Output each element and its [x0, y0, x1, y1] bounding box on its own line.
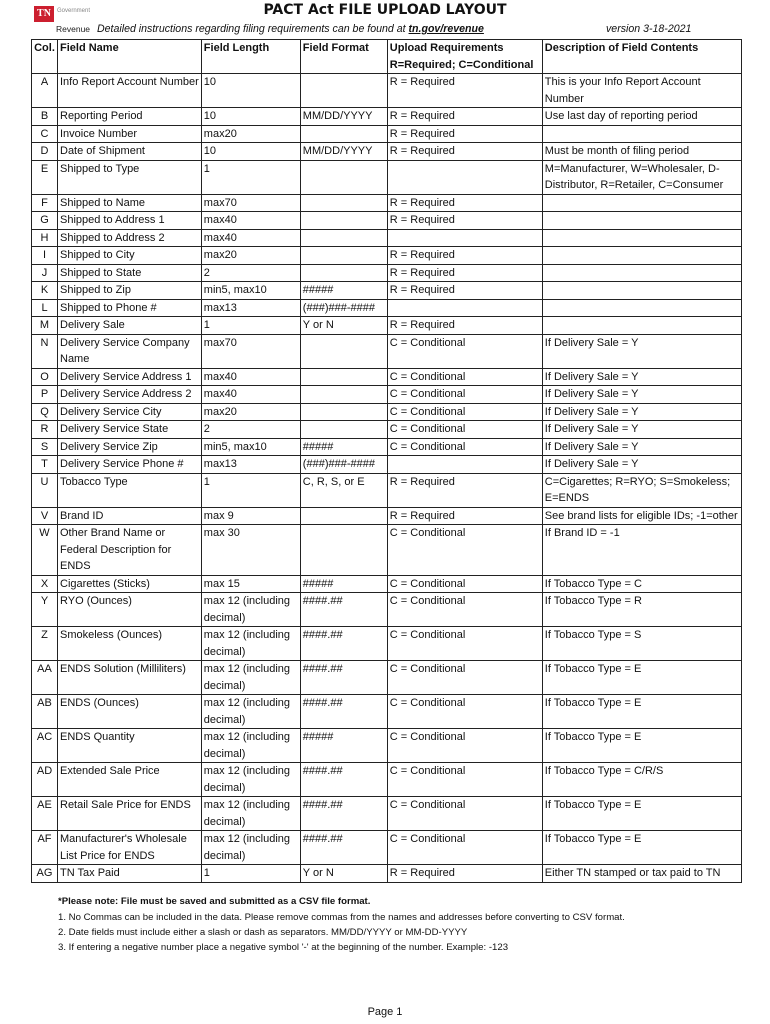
table-row — [32, 368, 742, 386]
cell-field-length: max 12 (including decimal) — [201, 661, 300, 695]
cell-upload-requirement: C = Conditional — [387, 386, 542, 404]
cell-col: M — [32, 317, 58, 335]
cell-description: Either TN stamped or tax paid to TN — [542, 865, 741, 883]
cell-upload-requirement: R = Required — [387, 865, 542, 883]
cell-field-name: Date of Shipment — [58, 143, 202, 161]
cell-field-length: 10 — [201, 143, 300, 161]
notes-section — [58, 896, 748, 957]
cell-upload-requirement: R = Required — [387, 264, 542, 282]
revenue-link[interactable]: tn.gov/revenue — [408, 23, 484, 35]
cell-upload-requirement — [387, 299, 542, 317]
cell-field-name: RYO (Ounces) — [58, 593, 202, 627]
table-row — [32, 108, 742, 126]
csv-format-note: *Please note: File must be saved and submitted as a CSV file format. — [58, 896, 371, 907]
header-col: Col. — [32, 40, 58, 74]
cell-field-name: Brand ID — [58, 507, 202, 525]
cell-upload-requirement: C = Conditional — [387, 831, 542, 865]
cell-field-format — [300, 264, 387, 282]
cell-description: If Tobacco Type = E — [542, 797, 741, 831]
cell-field-length: max13 — [201, 299, 300, 317]
cell-field-name: ENDS Solution (Milliliters) — [58, 661, 202, 695]
cell-col: E — [32, 160, 58, 194]
cell-field-name: Shipped to Name — [58, 194, 202, 212]
cell-field-name: Delivery Service Zip — [58, 438, 202, 456]
logo-government-text: Government — [57, 8, 91, 14]
cell-upload-requirement: C = Conditional — [387, 763, 542, 797]
cell-field-format: ##### — [300, 729, 387, 763]
cell-upload-requirement: C = Conditional — [387, 438, 542, 456]
header-upload-req-line1: Upload Requirements — [389, 42, 504, 54]
cell-description: If Delivery Sale = Y — [542, 386, 741, 404]
cell-upload-requirement — [387, 229, 542, 247]
table-row — [32, 247, 742, 265]
cell-description: If Tobacco Type = E — [542, 729, 741, 763]
cell-field-name: Shipped to Address 2 — [58, 229, 202, 247]
cell-field-format — [300, 194, 387, 212]
header-field-name: Field Name — [58, 40, 202, 74]
cell-col: L — [32, 299, 58, 317]
cell-description — [542, 282, 741, 300]
cell-field-name: Delivery Sale — [58, 317, 202, 335]
cell-field-format — [300, 247, 387, 265]
cell-field-length: max 12 (including decimal) — [201, 593, 300, 627]
cell-upload-requirement: C = Conditional — [387, 575, 542, 593]
cell-description: If Delivery Sale = Y — [542, 403, 741, 421]
cell-field-length: max 15 — [201, 575, 300, 593]
cell-col: N — [32, 334, 58, 368]
subtitle-text: Detailed instructions regarding filing requirements can be found at — [97, 23, 409, 35]
cell-col: K — [32, 282, 58, 300]
cell-description: M=Manufacturer, W=Wholesaler, D-Distributor, R=Retailer, C=Consumer — [542, 160, 741, 194]
cell-field-name: Reporting Period — [58, 108, 202, 126]
table-row — [32, 403, 742, 421]
table-row — [32, 575, 742, 593]
cell-field-name: Tobacco Type — [58, 473, 202, 507]
cell-upload-requirement: C = Conditional — [387, 627, 542, 661]
table-header-row — [32, 40, 742, 74]
cell-col: R — [32, 421, 58, 439]
cell-upload-requirement: C = Conditional — [387, 661, 542, 695]
cell-field-length: max20 — [201, 247, 300, 265]
cell-upload-requirement: R = Required — [387, 194, 542, 212]
cell-field-name: Delivery Service State — [58, 421, 202, 439]
cell-field-length: max 12 (including decimal) — [201, 763, 300, 797]
cell-upload-requirement: R = Required — [387, 74, 542, 108]
cell-field-name: TN Tax Paid — [58, 865, 202, 883]
cell-col: W — [32, 525, 58, 576]
logo-department-text: Revenue — [56, 24, 91, 34]
cell-description: This is your Info Report Account Number — [542, 74, 741, 108]
page-number: Page 1 — [367, 1006, 403, 1018]
cell-upload-requirement: R = Required — [387, 125, 542, 143]
cell-upload-requirement: R = Required — [387, 507, 542, 525]
cell-field-length: min5, max10 — [201, 282, 300, 300]
table-row — [32, 229, 742, 247]
subtitle — [97, 23, 484, 35]
cell-upload-requirement — [387, 160, 542, 194]
table-row — [32, 729, 742, 763]
table-row — [32, 194, 742, 212]
cell-col: AC — [32, 729, 58, 763]
cell-field-length: 1 — [201, 865, 300, 883]
cell-description: If Delivery Sale = Y — [542, 421, 741, 439]
cell-field-format: ##### — [300, 438, 387, 456]
cell-col: Y — [32, 593, 58, 627]
cell-upload-requirement: C = Conditional — [387, 593, 542, 627]
cell-description — [542, 229, 741, 247]
table-row — [32, 831, 742, 865]
cell-upload-requirement: R = Required — [387, 212, 542, 230]
cell-col: V — [32, 507, 58, 525]
cell-col: J — [32, 264, 58, 282]
cell-field-length: max20 — [201, 403, 300, 421]
cell-upload-requirement: C = Conditional — [387, 729, 542, 763]
cell-description: If Tobacco Type = E — [542, 661, 741, 695]
page-title: PACT Act FILE UPLOAD LAYOUT — [263, 2, 507, 18]
cell-field-name: Shipped to Phone # — [58, 299, 202, 317]
cell-field-length: max 12 (including decimal) — [201, 797, 300, 831]
cell-col: A — [32, 74, 58, 108]
cell-col: Q — [32, 403, 58, 421]
cell-field-length: max40 — [201, 386, 300, 404]
cell-field-format: Y or N — [300, 317, 387, 335]
cell-description: If Tobacco Type = E — [542, 831, 741, 865]
cell-upload-requirement: C = Conditional — [387, 368, 542, 386]
cell-field-length: max 12 (including decimal) — [201, 695, 300, 729]
cell-description: If Delivery Sale = Y — [542, 368, 741, 386]
cell-field-name: Shipped to State — [58, 264, 202, 282]
cell-field-name: Retail Sale Price for ENDS — [58, 797, 202, 831]
cell-col: S — [32, 438, 58, 456]
cell-col: I — [32, 247, 58, 265]
cell-field-length: max40 — [201, 368, 300, 386]
cell-upload-requirement: C = Conditional — [387, 525, 542, 576]
cell-field-format — [300, 229, 387, 247]
cell-upload-requirement: R = Required — [387, 143, 542, 161]
cell-description: C=Cigarettes; R=RYO; S=Smokeless; E=ENDS — [542, 473, 741, 507]
table-row — [32, 525, 742, 576]
note-item-2: 2. Date fields must include either a slash or dash as separators. MM/DD/YYYY or MM-DD-YYYY — [58, 927, 468, 938]
table-row — [32, 797, 742, 831]
header-field-format: Field Format — [300, 40, 387, 74]
cell-field-format: ##### — [300, 575, 387, 593]
cell-col: AA — [32, 661, 58, 695]
table-row — [32, 421, 742, 439]
cell-field-format — [300, 386, 387, 404]
cell-field-format: ####.## — [300, 627, 387, 661]
header-description: Description of Field Contents — [542, 40, 741, 74]
cell-description — [542, 194, 741, 212]
cell-field-length: max70 — [201, 334, 300, 368]
cell-field-length: max13 — [201, 456, 300, 474]
cell-field-format: MM/DD/YYYY — [300, 143, 387, 161]
cell-description: See brand lists for eligible IDs; -1=other — [542, 507, 741, 525]
cell-col: T — [32, 456, 58, 474]
cell-description: If Tobacco Type = E — [542, 695, 741, 729]
cell-description: If Brand ID = -1 — [542, 525, 741, 576]
cell-field-name: Delivery Service Address 1 — [58, 368, 202, 386]
cell-upload-requirement: R = Required — [387, 247, 542, 265]
table-row — [32, 282, 742, 300]
cell-field-name: ENDS Quantity — [58, 729, 202, 763]
table-row — [32, 334, 742, 368]
cell-field-format: ####.## — [300, 661, 387, 695]
table-row — [32, 507, 742, 525]
cell-field-length: max40 — [201, 212, 300, 230]
table-row — [32, 212, 742, 230]
cell-field-name: Delivery Service Address 2 — [58, 386, 202, 404]
cell-upload-requirement — [387, 456, 542, 474]
table-row — [32, 473, 742, 507]
cell-field-length: 2 — [201, 421, 300, 439]
cell-field-format — [300, 334, 387, 368]
cell-field-length: max40 — [201, 229, 300, 247]
cell-upload-requirement: C = Conditional — [387, 334, 542, 368]
cell-field-format: ####.## — [300, 763, 387, 797]
cell-description — [542, 247, 741, 265]
cell-field-name: Other Brand Name or Federal Description for ENDS — [58, 525, 202, 576]
cell-col: P — [32, 386, 58, 404]
cell-field-format: ##### — [300, 282, 387, 300]
cell-description: Must be month of filing period — [542, 143, 741, 161]
cell-field-name: Extended Sale Price — [58, 763, 202, 797]
header-field-length: Field Length — [201, 40, 300, 74]
table-row — [32, 317, 742, 335]
cell-col: G — [32, 212, 58, 230]
cell-field-format: ####.## — [300, 831, 387, 865]
cell-description: If Delivery Sale = Y — [542, 456, 741, 474]
cell-field-format — [300, 507, 387, 525]
cell-description — [542, 212, 741, 230]
table-row — [32, 661, 742, 695]
cell-field-length: max 9 — [201, 507, 300, 525]
cell-col: X — [32, 575, 58, 593]
cell-col: AF — [32, 831, 58, 865]
cell-field-format: (###)###-#### — [300, 299, 387, 317]
table-row — [32, 865, 742, 883]
table-row — [32, 160, 742, 194]
table-row — [32, 456, 742, 474]
cell-field-length: max 12 (including decimal) — [201, 627, 300, 661]
cell-col: Z — [32, 627, 58, 661]
cell-field-name: Delivery Service Company Name — [58, 334, 202, 368]
cell-description: If Tobacco Type = S — [542, 627, 741, 661]
table-row — [32, 299, 742, 317]
table-row — [32, 264, 742, 282]
cell-col: AG — [32, 865, 58, 883]
note-item-3: 3. If entering a negative number place a negative symbol '-' at the beginning of the number. Example: -123 — [58, 942, 509, 953]
cell-field-length: max70 — [201, 194, 300, 212]
cell-field-format: ####.## — [300, 695, 387, 729]
table-row — [32, 695, 742, 729]
cell-upload-requirement: C = Conditional — [387, 421, 542, 439]
cell-field-length: max20 — [201, 125, 300, 143]
cell-field-length: max 30 — [201, 525, 300, 576]
note-item-1: 1. No Commas can be included in the data. Please remove commas from the names and addresses before converting to CSV format. — [58, 912, 625, 923]
cell-field-name: Shipped to Zip — [58, 282, 202, 300]
table-row — [32, 143, 742, 161]
cell-description: If Tobacco Type = C/R/S — [542, 763, 741, 797]
cell-field-format: ####.## — [300, 593, 387, 627]
cell-field-format — [300, 421, 387, 439]
cell-description: If Tobacco Type = C — [542, 575, 741, 593]
cell-field-format — [300, 403, 387, 421]
cell-field-format: ####.## — [300, 797, 387, 831]
cell-col: H — [32, 229, 58, 247]
cell-field-length: min5, max10 — [201, 438, 300, 456]
header-upload-req-line2: R=Required; C=Conditional — [389, 58, 534, 71]
cell-field-name: Shipped to City — [58, 247, 202, 265]
cell-upload-requirement: C = Conditional — [387, 695, 542, 729]
cell-field-format — [300, 525, 387, 576]
cell-upload-requirement: C = Conditional — [387, 797, 542, 831]
cell-field-format — [300, 368, 387, 386]
file-layout-table — [31, 39, 742, 883]
table-row — [32, 763, 742, 797]
cell-col: AB — [32, 695, 58, 729]
cell-description — [542, 125, 741, 143]
table-row — [32, 74, 742, 108]
cell-field-length: max 12 (including decimal) — [201, 729, 300, 763]
table-row — [32, 627, 742, 661]
cell-field-format: Y or N — [300, 865, 387, 883]
cell-col: AE — [32, 797, 58, 831]
cell-description: Use last day of reporting period — [542, 108, 741, 126]
cell-col: AD — [32, 763, 58, 797]
cell-field-name: Delivery Service City — [58, 403, 202, 421]
cell-field-length: 2 — [201, 264, 300, 282]
cell-field-length: 10 — [201, 108, 300, 126]
cell-field-length: 1 — [201, 160, 300, 194]
cell-field-name: Shipped to Address 1 — [58, 212, 202, 230]
table-row — [32, 593, 742, 627]
cell-field-name: Info Report Account Number — [58, 74, 202, 108]
cell-field-length: 10 — [201, 74, 300, 108]
cell-upload-requirement: R = Required — [387, 108, 542, 126]
cell-description — [542, 299, 741, 317]
table-row — [32, 125, 742, 143]
cell-col: F — [32, 194, 58, 212]
table-row — [32, 438, 742, 456]
cell-col: B — [32, 108, 58, 126]
cell-col: C — [32, 125, 58, 143]
cell-description: If Delivery Sale = Y — [542, 334, 741, 368]
cell-upload-requirement: R = Required — [387, 317, 542, 335]
cell-field-name: Invoice Number — [58, 125, 202, 143]
cell-field-name: Smokeless (Ounces) — [58, 627, 202, 661]
cell-upload-requirement: R = Required — [387, 473, 542, 507]
cell-field-name: Delivery Service Phone # — [58, 456, 202, 474]
cell-upload-requirement: C = Conditional — [387, 403, 542, 421]
cell-col: O — [32, 368, 58, 386]
cell-field-format: MM/DD/YYYY — [300, 108, 387, 126]
cell-description: If Delivery Sale = Y — [542, 438, 741, 456]
version-label: version 3-18-2021 — [606, 23, 692, 35]
cell-upload-requirement: R = Required — [387, 282, 542, 300]
cell-col: U — [32, 473, 58, 507]
cell-field-format — [300, 160, 387, 194]
header-upload-requirements — [387, 40, 542, 74]
cell-field-name: Cigarettes (Sticks) — [58, 575, 202, 593]
cell-description — [542, 317, 741, 335]
cell-col: D — [32, 143, 58, 161]
cell-field-format: (###)###-#### — [300, 456, 387, 474]
cell-field-name: ENDS (Ounces) — [58, 695, 202, 729]
tn-logo-badge: TN — [34, 6, 54, 22]
cell-field-name: Manufacturer's Wholesale List Price for ENDS — [58, 831, 202, 865]
table-row — [32, 386, 742, 404]
cell-field-format — [300, 74, 387, 108]
cell-description: If Tobacco Type = R — [542, 593, 741, 627]
cell-field-length: 1 — [201, 473, 300, 507]
cell-field-format: C, R, S, or E — [300, 473, 387, 507]
cell-description — [542, 264, 741, 282]
cell-field-length: max 12 (including decimal) — [201, 831, 300, 865]
cell-field-length: 1 — [201, 317, 300, 335]
cell-field-format — [300, 212, 387, 230]
cell-field-format — [300, 125, 387, 143]
cell-field-name: Shipped to Type — [58, 160, 202, 194]
